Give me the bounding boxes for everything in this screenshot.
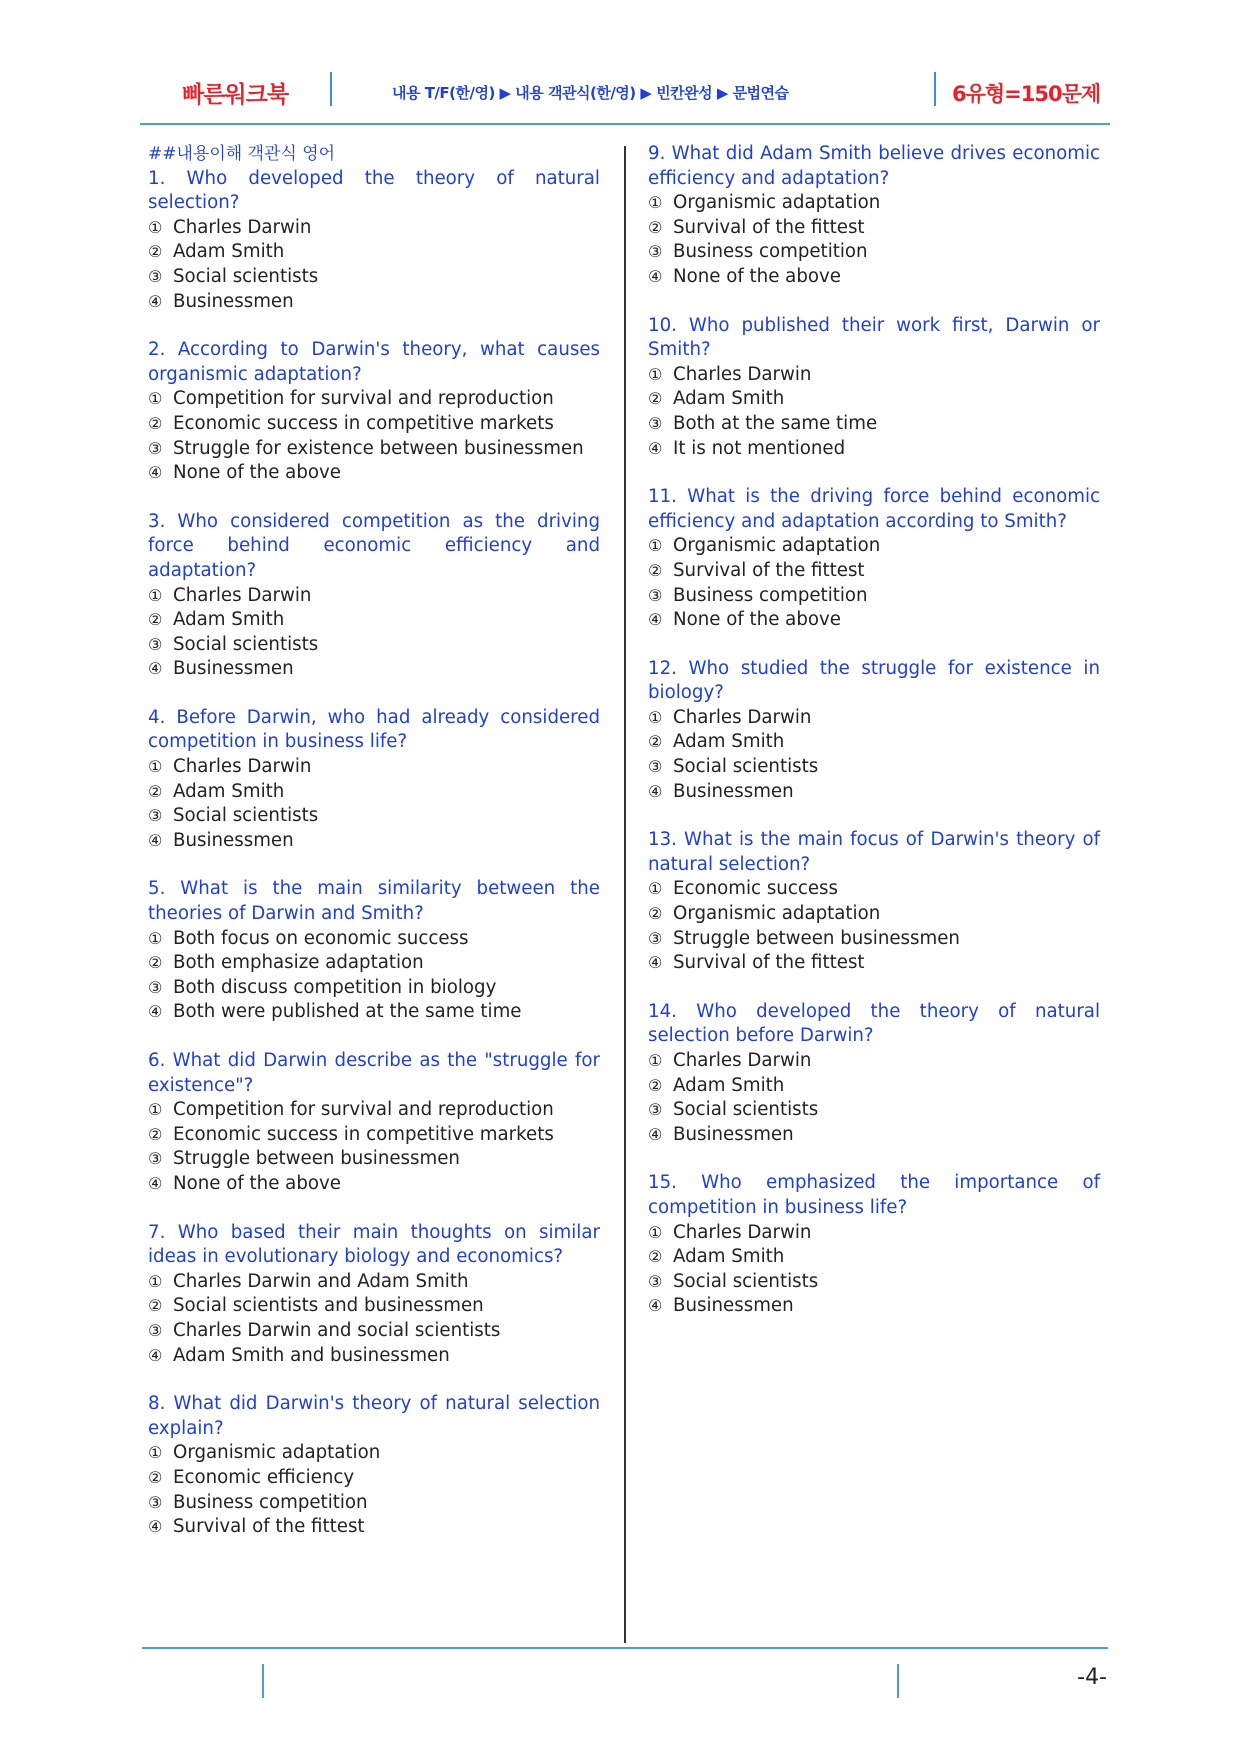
question-item xyxy=(648,142,1100,290)
choice-text: Business competition xyxy=(673,584,868,606)
choice-text: Both at the same time xyxy=(673,412,878,434)
choice-number: ④ xyxy=(648,781,663,801)
choice-number: ② xyxy=(148,1467,163,1487)
answer-choice xyxy=(148,387,600,412)
question-item xyxy=(148,706,600,854)
answer-choice xyxy=(148,1294,600,1319)
choice-text: Organismic adaptation xyxy=(673,903,881,925)
question-text: 7. Who based their main thoughts on similar ideas in evolutionary biology and economics? xyxy=(148,1221,600,1268)
choice-text: Adam Smith xyxy=(173,609,285,631)
question-text: 11. What is the driving force behind economic efficiency and adaptation according to Smith? xyxy=(648,486,1100,532)
choice-number: ② xyxy=(648,217,663,237)
answer-choice xyxy=(648,730,1100,755)
question-item xyxy=(648,657,1100,805)
answer-choice xyxy=(648,706,1100,731)
question-text: 5. What is the main similarity between the theories of Darwin and Smith? xyxy=(148,878,600,925)
choice-text: Charles Darwin xyxy=(173,584,312,606)
choice-number: ① xyxy=(648,1051,663,1070)
question-item xyxy=(648,314,1100,462)
choice-text: Businessmen xyxy=(673,1123,794,1145)
choice-number: ② xyxy=(648,732,663,752)
choice-number: ① xyxy=(148,585,163,605)
choice-number: ③ xyxy=(148,266,163,286)
choice-text: It is not mentioned xyxy=(673,437,846,459)
choice-text: Economic success in competitive markets xyxy=(173,412,554,434)
answer-choice xyxy=(148,1466,600,1491)
choice-number: ④ xyxy=(148,463,163,483)
choice-number: ④ xyxy=(148,830,163,850)
column-divider xyxy=(624,146,626,1643)
answer-choice xyxy=(648,584,1100,609)
choice-text: Struggle between businessmen xyxy=(173,1148,460,1170)
answer-choice xyxy=(648,265,1100,290)
question-item xyxy=(148,877,600,1025)
choice-text: Charles Darwin and social scientists xyxy=(173,1319,501,1341)
choice-text: Adam Smith xyxy=(173,780,285,802)
choice-number: ② xyxy=(148,413,163,433)
choice-number: ④ xyxy=(148,1002,163,1022)
answer-choice xyxy=(148,1000,600,1025)
left-column xyxy=(148,142,600,1564)
answer-choice xyxy=(148,290,600,315)
choice-number: ③ xyxy=(148,438,163,458)
answer-choice xyxy=(148,927,600,952)
choice-text: Social scientists xyxy=(673,1099,819,1121)
answer-choice xyxy=(648,1074,1100,1099)
answer-choice xyxy=(648,534,1100,559)
choice-text: Struggle between businessmen xyxy=(673,927,960,949)
choice-number: ① xyxy=(148,1100,163,1120)
choice-number: ② xyxy=(648,389,663,409)
answer-choice xyxy=(148,584,600,609)
choice-text: Adam Smith and businessmen xyxy=(173,1344,450,1366)
answer-choice xyxy=(648,240,1100,265)
choice-number: ④ xyxy=(148,659,163,679)
choice-number: ① xyxy=(148,217,163,237)
question-text: 2. According to Darwin's theory, what causes organismic adaptation? xyxy=(148,339,600,385)
answer-choice xyxy=(148,1172,600,1197)
question-text: 10. Who published their work first, Darwin or Smith? xyxy=(648,314,1100,361)
question-count: 6유형=150문제 xyxy=(952,82,1101,106)
question-text: 14. Who developed the theory of natural selection before Darwin? xyxy=(648,1000,1100,1047)
question-item xyxy=(148,1221,600,1369)
choice-text: Organismic adaptation xyxy=(173,1442,381,1464)
choice-text: Charles Darwin xyxy=(173,216,312,238)
choice-text: Businessmen xyxy=(673,780,794,802)
choice-number: ③ xyxy=(148,1492,163,1512)
answer-choice xyxy=(148,633,600,658)
answer-choice xyxy=(148,657,600,682)
choice-text: Charles Darwin and Adam Smith xyxy=(173,1270,469,1292)
choice-text: Charles Darwin xyxy=(673,363,812,385)
choice-text: Business competition xyxy=(173,1491,368,1513)
workbook-steps: 내용 T/F(한/영) ▶ 내용 객관식(한/영) ▶ 빈칸완성 ▶ 문법연습 xyxy=(392,84,789,102)
section-title: ##내용이해 객관식 영어 xyxy=(148,144,336,164)
answer-choice xyxy=(148,1270,600,1295)
choice-number: ③ xyxy=(148,1149,163,1169)
question-text: 8. What did Darwin's theory of natural selection explain? xyxy=(148,1393,600,1439)
answer-choice xyxy=(648,387,1100,412)
question-item xyxy=(148,510,600,682)
page-number: -4- xyxy=(1077,1665,1107,1690)
choice-text: Charles Darwin xyxy=(673,1221,812,1243)
question-item xyxy=(648,1000,1100,1148)
answer-choice xyxy=(148,1344,600,1369)
answer-choice xyxy=(148,1123,600,1148)
footer-divider xyxy=(897,1664,899,1698)
answer-choice xyxy=(148,951,600,976)
choice-text: Businessmen xyxy=(173,829,294,851)
question-item xyxy=(148,1392,600,1540)
choice-text: Adam Smith xyxy=(673,388,785,410)
answer-choice xyxy=(648,559,1100,584)
answer-choice xyxy=(648,780,1100,805)
choice-text: Social scientists and businessmen xyxy=(173,1295,484,1317)
answer-choice xyxy=(648,1123,1100,1148)
choice-number: ② xyxy=(648,560,663,580)
choice-text: Economic success in competitive markets xyxy=(173,1123,554,1145)
answer-choice xyxy=(148,976,600,1001)
choice-number: ③ xyxy=(648,585,663,605)
question-text: 4. Before Darwin, who had already considered competition in business life? xyxy=(148,706,600,753)
answer-choice xyxy=(648,363,1100,388)
answer-choice xyxy=(148,1147,600,1172)
choice-text: Survival of the fittest xyxy=(673,216,865,238)
choice-number: ① xyxy=(148,1443,163,1463)
answer-choice xyxy=(648,216,1100,241)
choice-text: Economic efficiency xyxy=(173,1466,355,1488)
question-text: 6. What did Darwin describe as the "struggle for existence"? xyxy=(148,1050,600,1096)
choice-text: Organismic adaptation xyxy=(673,192,881,214)
header-divider xyxy=(330,72,332,106)
choice-number: ③ xyxy=(648,1100,663,1120)
choice-text: Both emphasize adaptation xyxy=(173,952,424,974)
answer-choice xyxy=(148,265,600,290)
answer-choice xyxy=(648,608,1100,633)
choice-number: ② xyxy=(648,1075,663,1095)
choice-number: ④ xyxy=(148,1345,163,1365)
choice-number: ④ xyxy=(148,291,163,311)
choice-text: Social scientists xyxy=(673,1270,819,1292)
choice-text: Competition for survival and reproduction xyxy=(173,388,554,410)
header-rule xyxy=(140,123,1110,125)
question-item xyxy=(648,1171,1100,1319)
answer-choice xyxy=(148,804,600,829)
choice-text: None of the above xyxy=(673,265,841,287)
choice-number: ③ xyxy=(648,413,663,433)
question-text: 15. Who emphasized the importance of competition in business life? xyxy=(648,1172,1100,1218)
choice-number: ③ xyxy=(148,1320,163,1340)
choice-number: ② xyxy=(148,242,163,262)
choice-text: Charles Darwin xyxy=(173,756,312,778)
choice-number: ④ xyxy=(648,266,663,286)
choice-text: Survival of the fittest xyxy=(673,559,865,581)
choice-text: Organismic adaptation xyxy=(673,535,881,557)
answer-choice xyxy=(648,902,1100,927)
answer-choice xyxy=(648,1221,1100,1246)
choice-number: ① xyxy=(148,389,163,409)
answer-choice xyxy=(148,240,600,265)
choice-text: Survival of the fittest xyxy=(673,952,865,974)
answer-choice xyxy=(648,412,1100,437)
choice-text: Both focus on economic success xyxy=(173,927,469,949)
choice-text: Adam Smith xyxy=(673,731,785,753)
choice-text: Adam Smith xyxy=(673,1074,785,1096)
answer-choice xyxy=(148,1098,600,1123)
choice-text: Adam Smith xyxy=(173,241,285,263)
answer-choice xyxy=(648,1049,1100,1074)
choice-text: Economic success xyxy=(673,878,838,900)
answer-choice xyxy=(648,1245,1100,1270)
choice-number: ④ xyxy=(648,610,663,630)
choice-text: Both discuss competition in biology xyxy=(173,976,497,998)
answer-choice xyxy=(148,1319,600,1344)
answer-choice xyxy=(648,1270,1100,1295)
choice-number: ④ xyxy=(648,1296,663,1316)
answer-choice xyxy=(148,412,600,437)
choice-number: ② xyxy=(648,904,663,924)
choice-number: ④ xyxy=(148,1173,163,1193)
choice-number: ③ xyxy=(148,634,163,654)
choice-number: ③ xyxy=(148,806,163,826)
choice-number: ① xyxy=(648,1222,663,1242)
answer-choice xyxy=(148,461,600,486)
choice-number: ① xyxy=(648,193,663,213)
question-text: 12. Who studied the struggle for existence in biology? xyxy=(648,657,1100,704)
choice-text: Charles Darwin xyxy=(673,706,812,728)
question-item xyxy=(148,1049,600,1197)
answer-choice xyxy=(148,608,600,633)
choice-text: Businessmen xyxy=(673,1295,794,1317)
choice-text: Adam Smith xyxy=(673,1246,785,1268)
choice-text: Charles Darwin xyxy=(673,1050,812,1071)
page-header xyxy=(140,68,1110,118)
answer-choice xyxy=(648,877,1100,902)
answer-choice xyxy=(148,829,600,854)
question-text: 9. What did Adam Smith believe drives economic efficiency and adaptation? xyxy=(648,143,1100,189)
answer-choice xyxy=(148,437,600,462)
choice-number: ③ xyxy=(648,242,663,262)
right-column xyxy=(648,142,1100,1343)
choice-text: Businessmen xyxy=(173,658,294,680)
choice-text: Social scientists xyxy=(173,265,319,287)
answer-choice xyxy=(648,755,1100,780)
choice-text: Social scientists xyxy=(673,756,819,778)
answer-choice xyxy=(648,437,1100,462)
choice-number: ④ xyxy=(648,953,663,973)
choice-number: ② xyxy=(148,610,163,630)
choice-number: ④ xyxy=(648,1124,663,1144)
answer-choice xyxy=(148,780,600,805)
answer-choice xyxy=(648,1294,1100,1319)
choice-number: ② xyxy=(648,1247,663,1267)
choice-number: ① xyxy=(648,707,663,727)
choice-number: ① xyxy=(148,928,163,948)
answer-choice xyxy=(648,191,1100,216)
choice-number: ② xyxy=(148,781,163,801)
question-item xyxy=(148,167,600,315)
choice-text: Competition for survival and reproduction xyxy=(173,1099,554,1121)
choice-text: None of the above xyxy=(173,462,341,484)
answer-choice xyxy=(148,1515,600,1540)
choice-number: ③ xyxy=(648,928,663,948)
choice-text: Social scientists xyxy=(173,633,319,655)
footer-divider xyxy=(262,1664,264,1698)
answer-choice xyxy=(148,216,600,241)
choice-number: ④ xyxy=(648,438,663,458)
answer-choice xyxy=(648,1098,1100,1123)
choice-number: ① xyxy=(148,1271,163,1291)
answer-choice xyxy=(648,927,1100,952)
answer-choice xyxy=(148,1441,600,1466)
choice-text: Social scientists xyxy=(173,805,319,827)
choice-number: ② xyxy=(148,953,163,973)
choice-text: Business competition xyxy=(673,241,868,263)
choice-text: Businessmen xyxy=(173,290,294,312)
choice-number: ① xyxy=(148,757,163,777)
question-item xyxy=(148,338,600,486)
choice-text: None of the above xyxy=(173,1172,341,1194)
choice-number: ② xyxy=(148,1296,163,1316)
question-text: 13. What is the main focus of Darwin's theory of natural selection? xyxy=(648,829,1100,875)
header-divider xyxy=(934,72,936,106)
choice-number: ③ xyxy=(648,757,663,777)
answer-choice xyxy=(148,1491,600,1516)
choice-text: None of the above xyxy=(673,609,841,631)
question-text: 3. Who considered competition as the driving force behind economic efficiency and adaptation? xyxy=(148,510,600,581)
answer-choice xyxy=(148,755,600,780)
choice-number: ① xyxy=(648,364,663,384)
question-text: 1. Who developed the theory of natural selection? xyxy=(148,167,600,214)
choice-text: Survival of the fittest xyxy=(173,1516,365,1538)
brand-title: 빠른워크북 xyxy=(182,82,289,108)
question-item xyxy=(648,485,1100,633)
choice-number: ① xyxy=(648,879,663,899)
choice-number: ② xyxy=(148,1124,163,1144)
choice-number: ① xyxy=(648,536,663,556)
choice-text: Both were published at the same time xyxy=(173,1001,522,1023)
choice-number: ④ xyxy=(148,1517,163,1537)
choice-text: Struggle for existence between businessmen xyxy=(173,437,584,459)
choice-number: ③ xyxy=(148,977,163,997)
question-item xyxy=(648,828,1100,976)
footer-rule xyxy=(142,1647,1108,1649)
answer-choice xyxy=(648,951,1100,976)
choice-number: ③ xyxy=(648,1271,663,1291)
